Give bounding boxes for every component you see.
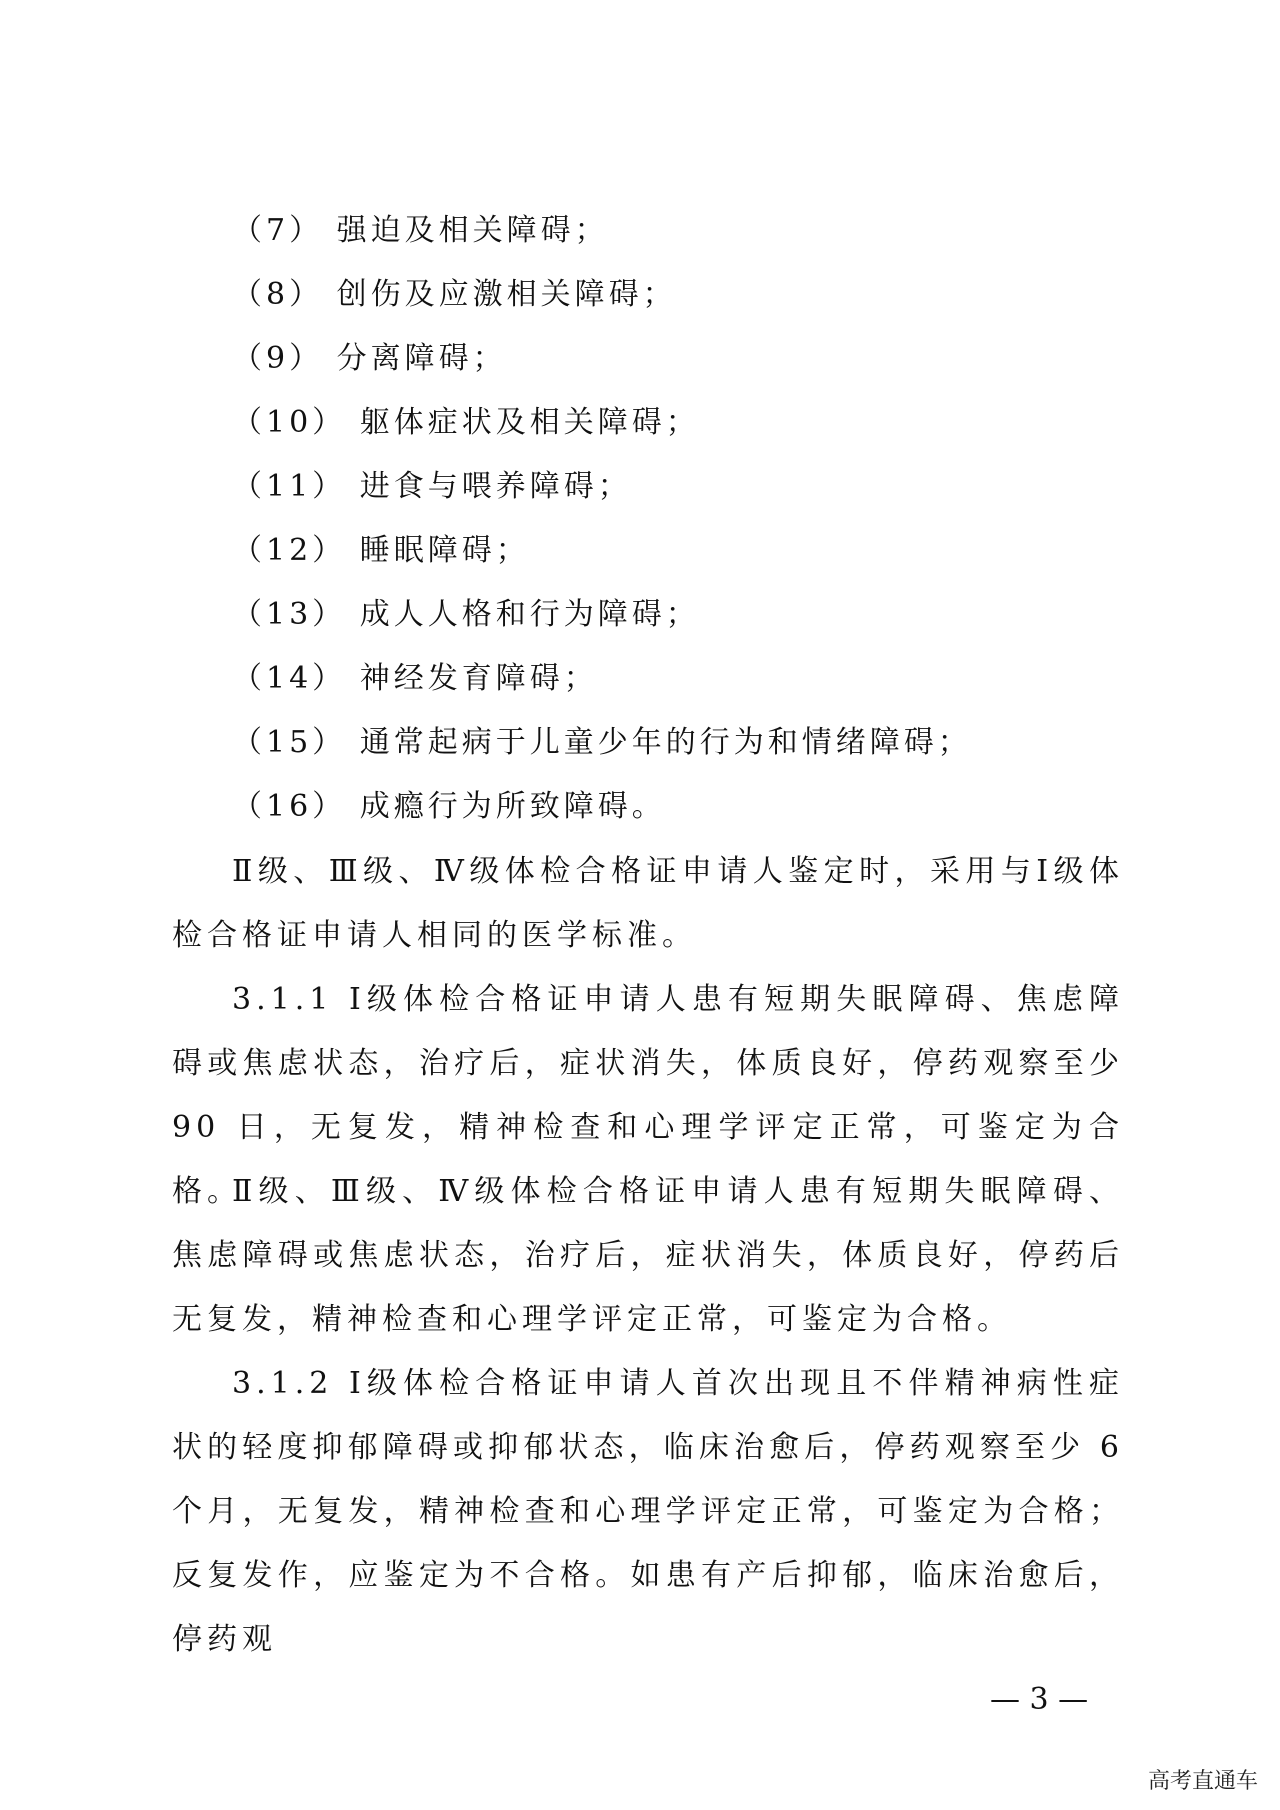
list-item: （11） 进食与喂养障碍； [232,469,632,504]
list-item: （7） 强迫及相关障碍； [232,213,609,248]
list-item: （13） 成人人格和行为障碍； [232,597,700,632]
paragraph: Ⅱ级、Ⅲ级、Ⅳ级体检合格证申请人患有短期失眠障碍、焦虑障碍或焦虑状态，治疗后，症状消失，体质良好，停药后无复发，精神检查和心理学评定正常，可鉴定为合格。 [172,1174,1124,1337]
list-item: （14） 神经发育障碍； [232,661,598,696]
list-item: （8） 创伤及应激相关障碍； [232,277,677,312]
paragraph: 3.1.1 Ⅰ级体检合格证申请人患有短期失眠障碍、焦虑障碍或焦虑状态，治疗后，症状消失，体质良好，停药观察至少 90 日，无复发，精神检查和心理学评定正常，可鉴定为合格。 [172,982,1124,1209]
list-item: （10） 躯体症状及相关障碍； [232,405,700,440]
paragraph: 3.1.2 Ⅰ级体检合格证申请人首次出现且不伴精神病性症状的轻度抑郁障碍或抑郁状态，临床治愈后，停药观察至少 6 个月，无复发，精神检查和心理学评定正常，可鉴定为合格；反复发作，应鉴定为不合格。如患有产后抑郁，临床治愈后，停药观 [172,1366,1124,1657]
page-number: — 3 — [990,1682,1089,1717]
list-item: （16） 成瘾行为所致障碍。 [232,789,666,824]
list-item: （12） 睡眠障碍； [232,533,530,568]
watermark: 高考直通车 [1147,1769,1258,1794]
list-item: （9） 分离障碍； [232,341,507,376]
list-item: （15） 通常起病于儿童少年的行为和情绪障碍； [232,725,972,760]
paragraph: Ⅱ级、Ⅲ级、Ⅳ级体检合格证申请人鉴定时，采用与Ⅰ级体检合格证申请人相同的医学标准。 [172,854,1124,953]
